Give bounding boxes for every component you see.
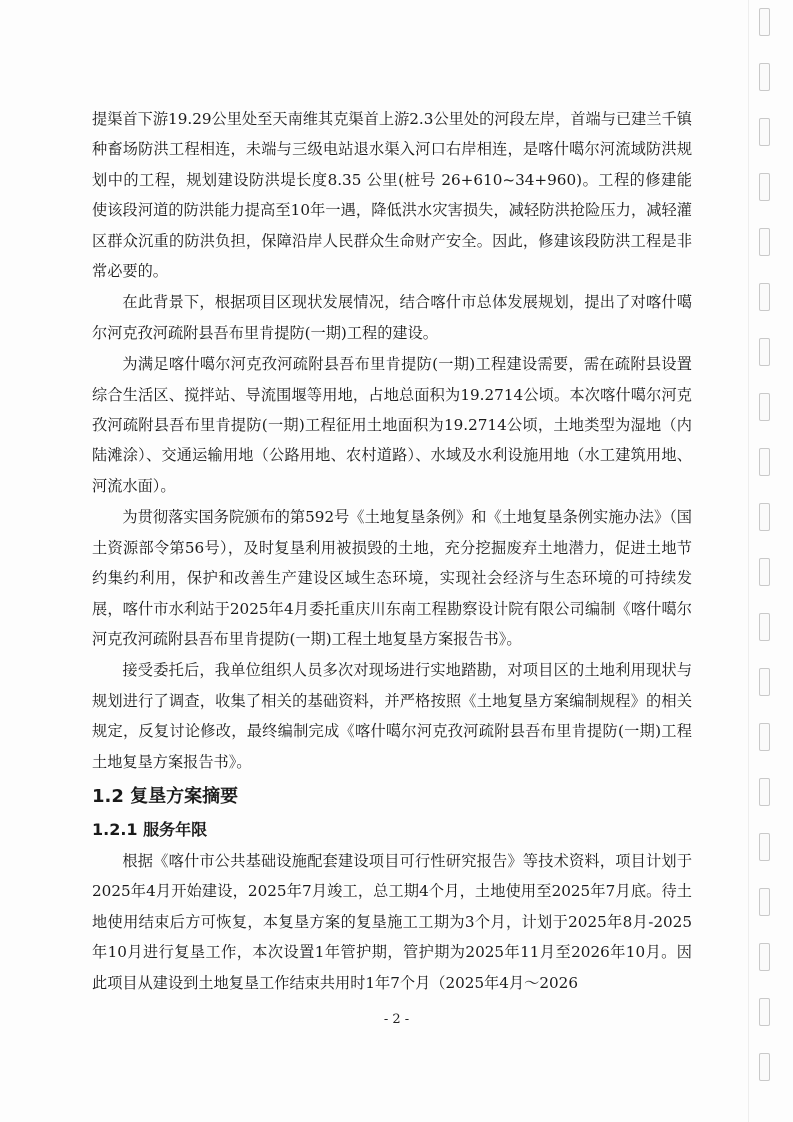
binding-hole	[759, 888, 770, 916]
binding-hole	[759, 1053, 770, 1081]
paragraph-regulation: 为贯彻落实国务院颁布的第592号《土地复垦条例》和《土地复垦条例实施办法》（国土资源部令第56号），及时复垦利用被损毁的土地，充分挖掘废弃土地潜力，促进土地节约集约利用，保护和改善生产建设区域生态环境，实现社会经济与生态环境的可持续发展，喀什市水利站于2025年4月委托重庆川东南工程勘察设计院有限公司编制《喀什噶尔河克孜河疏附县吾布里肯提防(一期)工程土地复垦方案报告书》。	[92, 508, 692, 648]
binding-hole	[759, 393, 770, 421]
page-number: - 2 -	[383, 1012, 410, 1027]
binding-hole	[759, 8, 770, 36]
binding-hole	[759, 833, 770, 861]
paragraph-land-use: 为满足喀什噶尔河克孜河疏附县吾布里肯提防(一期)工程建设需要，需在疏附县设置综合生活区、搅拌站、导流围堰等用地，占地总面积为19.2714公顷。本次喀什噶尔河克孜河疏附县吾布里肯提防(一期)工程征用土地面积为19.2714公顷，土地类型为湿地（内陆滩涂）、交通运输用地（公路用地、农村道路）、水域及水利设施用地（水工建筑用地、河流水面）。	[92, 355, 692, 495]
binding-hole	[759, 448, 770, 476]
paragraph-service-period: 根据《喀什市公共基础设施配套建设项目可行性研究报告》等技术资料，项目计划于2025年4月开始建设，2025年7月竣工，总工期4个月，土地使用至2025年7月底。待土地使用结束后方可恢复，本复垦方案的复垦施工工期为3个月，计划于2025年8月-2025年10月进行复垦工作，本次设置1年管护期，管护期为2025年11月至2026年10月。因此项目从建设到土地复垦工作结束共用时1年7个月（2025年4月～2026	[92, 851, 692, 992]
binding-hole	[759, 943, 770, 971]
binding-hole	[759, 338, 770, 366]
binding-hole	[759, 613, 770, 641]
binding-hole	[759, 118, 770, 146]
paragraph-continuation: 提渠首下游19.29公里处至天南维其克渠首上游2.3公里处的河段左岸，首端与已建兰千镇种畜场防洪工程相连，未端与三级电站退水渠入河口右岸相连，是喀什噶尔河流域防洪规划中的工程，规划建设防洪堤长度8.35 公里(桩号 26+610~34+960)。工程的修建能使该段河道的防洪能力提高至10年一遇，降低洪水灾害损失，减轻防洪抢险压力，减轻灌区群众沉重的防洪负担，保障沿岸人民群众生命财产安全。因此，修建该段防洪工程是非常必要的。	[92, 110, 692, 281]
page-content	[92, 104, 692, 999]
binding-hole	[759, 228, 770, 256]
binding-hole	[759, 778, 770, 806]
binding-hole	[759, 503, 770, 531]
paragraph-commission: 接受委托后，我单位组织人员多次对现场进行实地踏勘，对项目区的土地利用现状与规划进行了调查，收集了相关的基础资料，并严格按照《土地复垦方案编制规程》的相关规定，反复讨论修改，最终编制完成《喀什噶尔河克孜河疏附县吾布里肯提防(一期)工程土地复垦方案报告书》。	[92, 661, 692, 771]
binding-hole	[759, 63, 770, 91]
binding-hole	[759, 173, 770, 201]
binding-hole	[759, 723, 770, 751]
binding-holes	[759, 0, 773, 1122]
section-heading: 1.2 复垦方案摘要	[92, 785, 239, 807]
binding-hole	[759, 558, 770, 586]
subsection-heading: 1.2.1 服务年限	[92, 819, 208, 839]
page-edge-line	[748, 0, 749, 1122]
paragraph-background: 在此背景下，根据项目区现状发展情况，结合喀什市总体发展规划，提出了对喀什噶尔河克孜河疏附县吾布里肯提防(一期)工程的建设。	[92, 293, 692, 342]
binding-hole	[759, 668, 770, 696]
binding-hole	[759, 283, 770, 311]
